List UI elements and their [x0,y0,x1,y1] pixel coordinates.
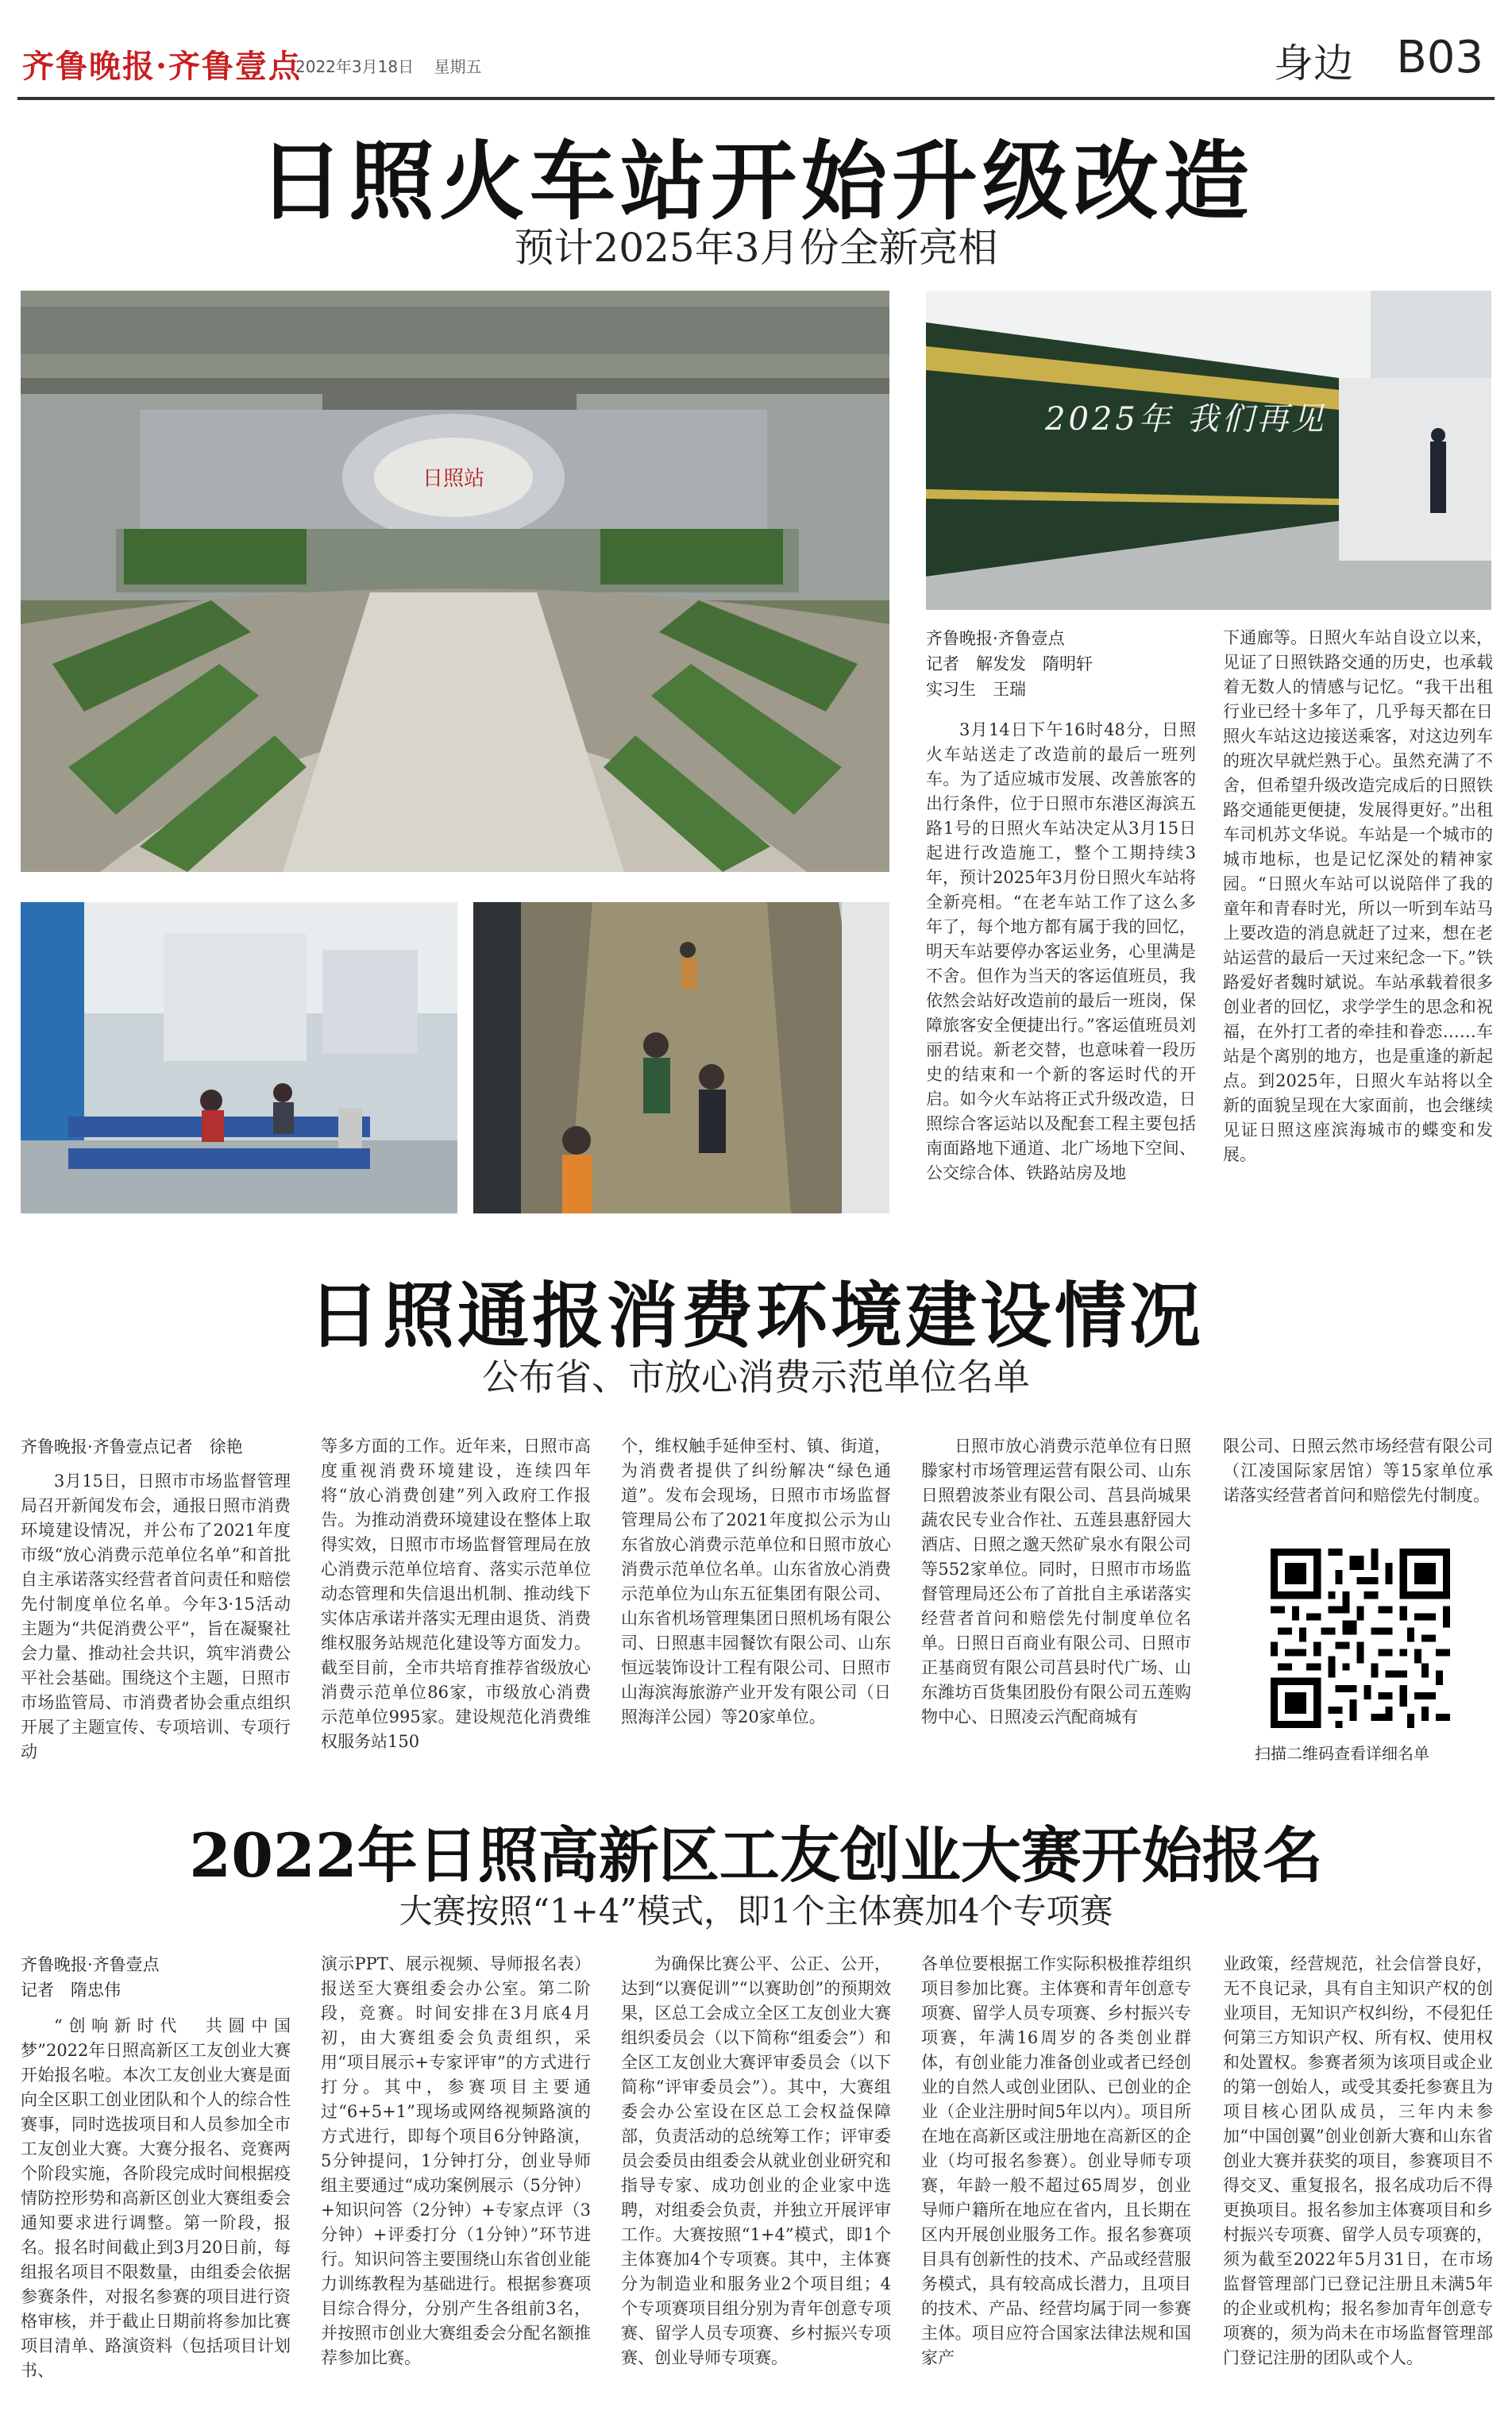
article3-byline [21,1952,160,2003]
qr-code[interactable] [1271,1549,1450,1728]
article3-column-1 [21,2014,291,2420]
article1-byline [926,626,1093,702]
station-sign: 日照站 [422,467,485,491]
article3-body-text: “创响新时代 共圆中国梦”2022年日照高新区工友创业大赛开始报名啦。本次工友创业大赛是面向全区职工创业团队和个人的综合性赛事，同时选拔项目和人员参加全市工友创业大赛。大赛分报名、竞赛两个阶段实施，各阶段完成时间根据疫情防控形势和高新区创业大赛组委会通知要求进行调整。第一阶段，报名。报名时间截止到3月20日前，每组报名项目不限数量，由组委会依据参赛条件，对报名参赛的项目进行资格审核，并于截止日期前将参加比赛项目清单、路演资料（包括项目计划书、 [21,2016,291,2380]
article2-byline [21,1434,243,1460]
article3-column-2 [321,1952,591,2420]
article2-body-text: 等多方面的工作。近年来，日照市高度重视消费环境建设，连续四年将“放心消费创建”列入政府工作报告。为推动消费环境建设在整体上取得实效，日照市市场监督管理局在放心消费示范单位培育、落实示范单位动态管理和失信退出机制、推动线下实体店承诺并落实无理由退货、消费维权服务站规范化建设等方面发力。截至目前，全市共培育推荐省级放心消费示范单位86家，市级放心消费示范单位995家。建设规范化消费维权服务站150 [321,1437,591,1751]
article2-column-2 [321,1434,591,1787]
article2-column-4 [921,1434,1191,1787]
waiting-hall-photo [21,902,457,1213]
article3-column-4 [921,1952,1191,2420]
train-platform-photo [926,291,1491,610]
article1-column-2 [1223,626,1493,1220]
article3-column-3 [621,1952,891,2420]
article2-column-5 [1223,1434,1493,1545]
issue-date: 2022年3月18日 [295,57,415,76]
article3-column-5 [1223,1952,1493,2420]
article3-title: 2022年日照高新区工友创业大赛开始报名 [189,1820,1323,1891]
qr-code-caption: 扫描二维码查看详细名单 [1255,1744,1429,1763]
article2-column-3 [621,1434,891,1787]
article1-byline-line: 实习生 王瑞 [926,680,1026,699]
article1-title: 日照火车站开始升级改造 [257,132,1254,232]
article1-byline-line: 记者 解发发 隋明轩 [926,654,1093,673]
page-number: B03 [1396,32,1483,83]
issue-date-line [295,54,482,77]
article2-title: 日照通报消费环境建设情况 [308,1274,1204,1358]
article1-body-text: 下通廊等。日照火车站自设立以来，见证了日照铁路交通的历史，也承载着无数人的情感与记忆。“我干出租行业已经十多年了，几乎每天都在日照火车站这边接送乘客，对这边列车的班次早就烂熟于心。虽然充满了不舍，但希望升级改造完成后的日照铁路交通能更便捷，发展得更好。”出租车司机苏文华说。车站是一个城市的城市地标，也是记忆深处的精神家园。“日照火车站可以说陪伴了我的童年和青春时光，所以一听到车站马上要改造的消息就赶了过来，想在老站运营的最后一天过来纪念一下。”铁路爱好者魏时斌说。车站承载着很多创业者的回忆，求学学生的思念和祝福，在外打工者的牵挂和眷恋……车站是个离别的地方，也是重逢的新起点。到2025年，日照火车站将以全新的面貌呈现在大家面前，也会继续见证日照这座滨海城市的蝶变和发展。 [1223,628,1493,1164]
issue-weekday: 星期五 [434,57,482,76]
article2-body-text: 日照市放心消费示范单位有日照滕家村市场管理运营有限公司、山东日照碧波茶业有限公司、莒县尚城果蔬农民专业合作社、五莲县惠舒园大酒店、日照之邈天然矿泉水有限公司等552家单位。同时，日照市市场监督管理局还公布了首批自主承诺落实经营者首问和赔偿先付制度单位名单。日照日百商业有限公司、日照市正基商贸有限公司莒县时代广场、山东潍坊百货集团股份有限公司五莲购物中心、日照凌云汽配商城有 [921,1437,1191,1726]
article1-subtitle: 预计2025年3月份全新亮相 [514,225,998,271]
article2-body-text: 3月15日，日照市市场监督管理局召开新闻发布会，通报日照市消费环境建设情况，并公布了2021年度市级“放心消费示范单位名单”和首批自主承诺落实经营者首问责任和赔偿先付制度单位名单。今年3·15活动主题为“共促消费公平”，旨在凝聚社会力量、推动社会共识，筑牢消费公平社会基础。围绕这个主题，日照市市场监管局、市消费者协会重点组织开展了主题宣传、专项培训、专项行动 [21,1472,291,1761]
masthead-rule [17,97,1495,100]
train-photo-overlay-text: 2025年 我们再见 [1045,401,1327,438]
article3-body-text: 为确保比赛公平、公正、公开，达到“以赛促训”“以赛助创”的预期效果，区总工会成立全区工友创业大赛组织委员会（以下简称“组委会”）和全区工友创业大赛评审委员会（以下简称“评审委员会”）。其中，大赛组委会办公室设在区总工会权益保障部，负责活动的总统筹工作；评审委员会委员由组委会从就业创业研究和指导专家、成功创业的企业家中选聘，对组委会负责，并独立开展评审工作。大赛按照“1+4”模式，即1个主体赛加4个专项赛。其中，主体赛分为制造业和服务业2个项目组；4个专项赛项目组分别为青年创意专项赛、留学人员专项赛、乡村振兴专项赛、创业导师专项赛。 [621,1954,891,2367]
station-aerial-photo [21,291,889,872]
article1-byline-line: 齐鲁晚报·齐鲁壹点 [926,629,1065,648]
stairway-passengers-photo [473,902,889,1213]
article2-column-1 [21,1469,291,1787]
article2-subtitle: 公布省、市放心消费示范单位名单 [482,1356,1030,1398]
article2-body-text: 限公司、日照云然市场经营有限公司（江凌国际家居馆）等15家单位承诺落实经营者首问和赔偿先付制度。 [1223,1437,1493,1505]
article1-column-1 [926,718,1196,1220]
article3-body-text: 演示PPT、展示视频、导师报名表）报送至大赛组委会办公室。第二阶段，竞赛。时间安排在3月底4月初，由大赛组委会负责组织，采用“项目展示+专家评审”的方式进行打分。其中，参赛项目主要通过“6+5+1”现场或网络视频路演的方式进行，即每个项目6分钟路演，5分钟提问，1分钟打分，创业导师组主要通过“成功案例展示（5分钟）+知识问答（2分钟）+专家点评（3分钟）+评委打分（1分钟）”环节进行。知识问答主要围绕山东省创业能力训练教程为基础进行。根据参赛项目综合得分，分别产生各组前3名，并按照市创业大赛组委会分配名额推荐参加比赛。 [321,1954,591,2367]
section-name: 身边 [1274,41,1353,87]
article3-body-text: 业政策，经营规范，社会信誉良好，无不良记录，具有自主知识产权的创业项目，无知识产权纠纷，不侵犯任何第三方知识产权、所有权、使用权和处置权。参赛者须为该项目或企业的第一创始人，或受其委托参赛且为项目核心团队成员，三年内未参加“中国创翼”创业创新大赛和山东省创业大赛并获奖的项目，参赛项目不得交叉、重复报名，报名成功后不得更换项目。报名参加主体赛项目和乡村振兴专项赛、留学人员专项赛的，须为截至2022年5月31日，在市场监督管理部门已登记注册且未满5年的企业或机构；报名参加青年创意专项赛的，须为尚未在市场监督管理部门登记注册的团队或个人。 [1223,1954,1493,2367]
article3-byline-line: 齐鲁晚报·齐鲁壹点 [21,1955,160,1974]
newspaper-logo: 齐鲁晚报·齐鲁壹点 [22,48,302,85]
article1-body-text: 3月14日下午16时48分，日照火车站送走了改造前的最后一班列车。为了适应城市发展、改善旅客的出行条件，位于日照市东港区海滨五路1号的日照火车站决定从3月15日起进行改造施工，整个工期持续3年，预计2025年3月份日照火车站将全新亮相。“在老车站工作了这么多年了，每个地方都有属于我的回忆，明天车站要停办客运业务，心里满是不舍。但作为当天的客运值班员，我依然会站好改造前的最后一班岗，保障旅客安全便捷出行。”客运值班员刘丽君说。新老交替，也意味着一段历史的结束和一个新的客运时代的开启。如今火车站将正式升级改造，日照综合客运站以及配套工程主要包括南面路地下通道、北广场地下空间、公交综合体、铁路站房及地 [926,720,1196,1182]
article3-body-text: 各单位要根据工作实际积极推荐组织项目参加比赛。主体赛和青年创意专项赛、留学人员专项赛、乡村振兴专项赛，年满16周岁的各类创业群体，有创业能力准备创业或者已经创业的自然人或创业团队、已创业的企业（企业注册时间5年以内）。项目所在地在高新区或注册地在高新区的企业（均可报名参赛）。创业导师专项赛，年龄一般不超过65周岁，创业导师户籍所在地应在省内，且长期在区内开展创业服务工作。报名参赛项目具有创新性的技术、产品或经营服务模式，具有较高成长潜力，且项目的技术、产品、经营均属于同一参赛主体。项目应符合国家法律法规和国家产 [921,1954,1191,2367]
article3-subtitle: 大赛按照“1+4”模式，即1个主体赛加4个专项赛 [399,1892,1113,1931]
article2-byline-line: 齐鲁晚报·齐鲁壹点记者 徐艳 [21,1437,243,1456]
article3-byline-line: 记者 隋忠伟 [21,1981,121,2000]
article2-body-text: 个，维权触手延伸至村、镇、街道，为消费者提供了纠纷解决“绿色通道”。发布会现场，日照市市场监督管理局公布了2021年度拟公示为山东省放心消费示范单位和日照市放心消费示范单位名单。山东省放心消费示范单位为山东五征集团有限公司、山东省机场管理集团日照机场有限公司、日照惠丰园餐饮有限公司、山东恒远装饰设计工程有限公司、日照市山海滨海旅游产业开发有限公司（日照海洋公园）等20家单位。 [621,1437,891,1726]
